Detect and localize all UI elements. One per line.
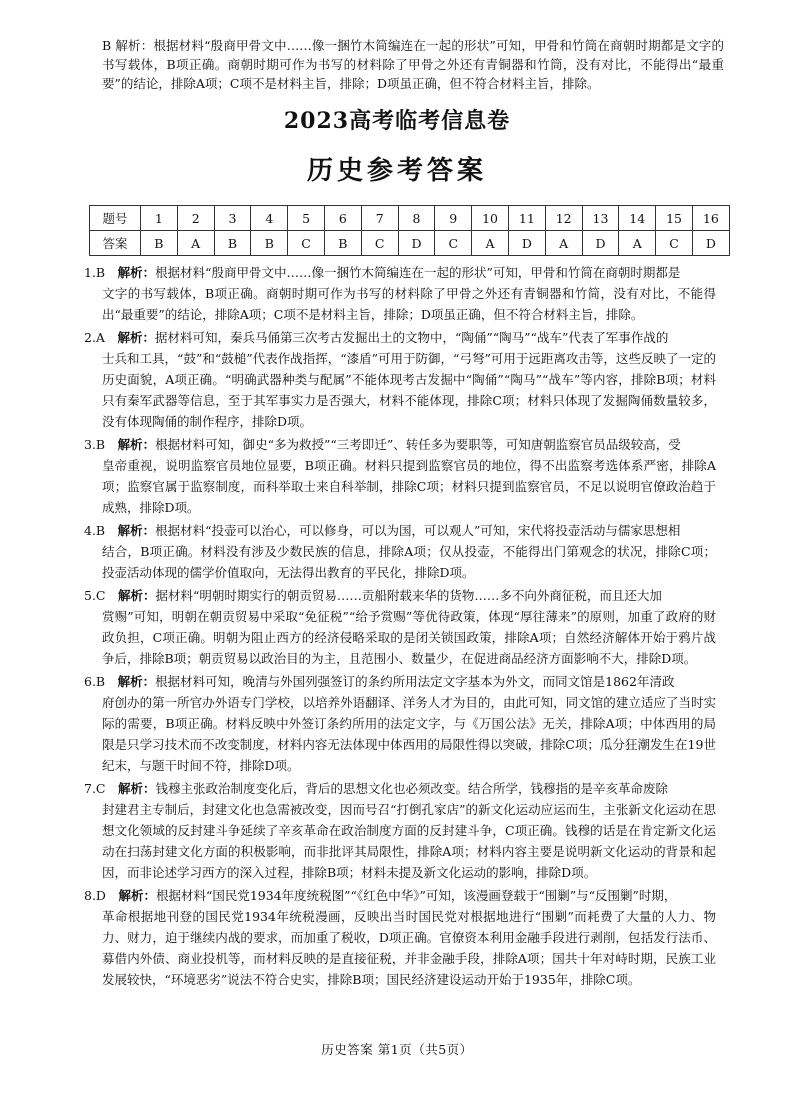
analysis-label: 解析： [117,437,156,452]
question-number: 12 [545,206,582,231]
item-text: 根据材料“殷商甲骨文中……像一捆竹木简编连在一起的形状”可知，甲骨和竹简在商朝时期都是 [155,265,681,280]
question-number: 10 [472,206,509,231]
item-number: 5.C [84,588,106,603]
page-footer: 历史答案 第1页（共5页） [321,1042,473,1057]
analysis-label: 解析： [117,523,156,538]
item-text-cont: 士兵和工具，“鼓”和“鼓槌”代表作战指挥，“漆盾”可用于防御，“弓弩”可用于远距离攻击等，这些反映了一定的历史面貌，A项正确。“明确武器种类与配属”不能体现考古发掘中“陶俑”“陶马”“战车”等内容，排除B项；材料只有秦军武器等信息，至于其军事实力是否强大，材料不能体现，排除C项；材料只体现了发掘陶俑数量较多，没有体现陶俑的制作程序，排除D项。 [102,351,716,429]
question-number: 3 [214,206,251,231]
question-number: 13 [582,206,619,231]
question-number: 6 [324,206,361,231]
cropped-top-text [0,0,794,93]
explanation-item [84,520,716,583]
analysis-label: 解析： [118,888,156,903]
question-number: 11 [508,206,545,231]
answer-cell: C [361,231,398,256]
item-text-cont: 府创办的第一所官办外语专门学校，以培养外语翻译、洋务人才为目的，由此可知，同文馆的建立适应了当时实际的需要，B项正确。材料反映中外签订条约所用的法定文字，与《万国公法》无关，排除A项；中体西用的局限是只学习技术而不改变制度，材料内容无法体现中体西用的局限性得以突破，排除C项；瓜分狂潮发生在19世纪末，与题干时间不符，排除D项。 [102,695,716,773]
item-text: 钱穆主张政治制度变化后，背后的思想文化也必须改变。结合所学，钱穆指的是辛亥革命废除 [155,781,669,796]
question-number: 16 [692,206,729,231]
answer-table [89,205,730,256]
item-text-cont: 结合，B项正确。材料没有涉及少数民族的信息，排除A项；仅从投壶，不能得出门第观念的状况，排除C项；投壶活动体现的儒学价值取向，无法得出教育的平民化，排除D项。 [102,544,716,580]
item-number: 6.B [84,674,106,689]
item-number: 8.D [84,888,106,903]
explanation-item [84,327,716,432]
item-number: 1.B [84,265,106,280]
item-number: 7.C [84,781,106,796]
answer-cell: D [508,231,545,256]
item-number: 4.B [84,523,106,538]
answer-label: 答案 [90,231,141,256]
explanation-item [84,434,716,518]
answer-cell: D [692,231,729,256]
item-text-cont: 革命根据地刊登的国民党1934年统税漫画，反映出当时国民党对根据地进行“围剿”而耗费了大量的人力、物力、财力，迫于继续内战的要求，而加重了税收，D项正确。官僚资本利用金融手段进行剥削，包括发行法币、募借内外债、商业投机等，而材料反映的是直接征税，并非金融手段，排除A项；国共十年对峙时期，民族工业发展较快，“环境恶劣”说法不符合史实，排除B项；国民经济建设运动开始于1935年，排除C项。 [102,909,716,987]
top-paragraph: B 解析：根据材料“殷商甲骨文中……像一捆竹木简编连在一起的形状”可知，甲骨和竹筒在商朝时期都是文字的书写载体，B项正确。商朝时期可作为书写的材料除了甲骨之外还有青铜器和竹筒，没有对比，不能得出“最重要”的结论，排除A项；C项不是材料主旨，排除；D项虽正确，但不符合材料主旨，排除。 [102,38,724,91]
item-text: 根据材料“国民党1934年度统税图”“《红色中华》”可知，该漫画登载于“围剿”与“反围剿”时期， [155,888,677,903]
item-text-cont: 皇帝重视，说明监察官员地位显要，B项正确。材料只提到监察官员的地位，得不出监察考选体系严密，排除A项；监察官属于监察制度，而科举取士来自科举制，排除C项；材料只提到监察官员，不足以说明官僚政治趋于成熟，排除D项。 [102,458,716,515]
analysis-label: 解析： [118,588,156,603]
explanation-item [84,885,716,990]
item-text: 根据材料可知，御史“多为救授”“三考即迁”、转任多为要职等，可知唐朝监察官员品级较高，受 [155,437,681,452]
answer-cell: C [288,231,325,256]
header-label: 题号 [90,206,141,231]
explanation-item [84,671,716,776]
item-text: 据材料可知，秦兵马俑第三次考古发掘出土的文物中，“陶俑”“陶马”“战车”代表了军事作战的 [154,330,669,345]
page-title: 2023高考临考信息卷 [283,108,511,134]
item-number: 3.B [84,437,106,452]
answer-cell: A [472,231,509,256]
analysis-label: 解析： [117,265,156,280]
question-number: 14 [619,206,656,231]
question-number: 15 [656,206,693,231]
item-text: 据材料“明朝时期实行的朝贡贸易……贡船附载来华的货物……多不向外商征税，而且还大加 [155,588,662,603]
item-number: 2.A [84,330,105,345]
answer-cell: C [435,231,472,256]
question-number: 1 [141,206,178,231]
explanation-item [84,262,716,325]
answer-cell: D [582,231,619,256]
answer-cell: A [177,231,214,256]
question-number: 4 [251,206,288,231]
item-text-cont: 封建君主专制后，封建文化也急需被改变，因而号召“打倒孔家店”的新文化运动应运而生，主张新文化运动在思想文化领域的反封建斗争延续了辛亥革命在政治制度方面的反封建斗争，C项正确。钱穆的话是在肯定新文化运动在扫荡封建文化方面的积极影响，而非批评其局限性，排除A项；材料内容主要是说明新文化运动的背景和起因，而非论述学习西方的深入过程，排除B项；材料未提及新文化运动的影响，排除D项。 [102,802,716,880]
explanation-item [84,778,716,883]
analysis-label: 解析： [117,330,155,345]
answer-cell: B [251,231,288,256]
answer-cell: B [324,231,361,256]
item-text-cont: 赏赐”可知，明朝在朝贡贸易中采取“免征税”“给予赏赐”等优待政策，体现“厚往薄来”的原则，加重了政府的财政负担，C项正确。明朝为阻止西方的经济侵略采取的是闭关锁国政策，排除A项；自然经济解体开始于鸦片战争后，排除B项；朝贡贸易以政治目的为主，且范围小、数量少，在促进商品经济方面影响不大，排除D项。 [102,609,716,666]
item-text-cont: 文字的书写载体，B项正确。商朝时期可作为书写的材料除了甲骨之外还有青铜器和竹简，没有对比，不能得出“最重要”的结论，排除A项；C项不是材料主旨，排除；D项虽正确，但不符合材料主旨，排除。 [102,286,716,322]
question-number: 5 [288,206,325,231]
answer-cell: B [214,231,251,256]
item-text: 根据材料“投壶可以治心，可以修身，可以为国，可以观人”可知，宋代将投壶活动与儒家思想相 [155,523,681,538]
answer-cell: B [141,231,178,256]
question-number: 2 [177,206,214,231]
answer-cell: A [619,231,656,256]
table-row-numbers [90,206,730,231]
question-number: 7 [361,206,398,231]
question-number: 8 [398,206,435,231]
explanations [84,262,716,992]
item-text: 根据材料可知，晚清与外国列强签订的条约所用法定文字基本为外文，而同文馆是1862年清政 [155,674,675,689]
question-number: 9 [435,206,472,231]
explanation-item [84,585,716,669]
answer-cell: A [545,231,582,256]
answer-cell: C [656,231,693,256]
answer-cell: D [398,231,435,256]
table-row-answers [90,231,730,256]
page-subtitle: 历史参考答案 [306,156,487,186]
analysis-label: 解析： [117,674,156,689]
analysis-label: 解析： [118,781,156,796]
